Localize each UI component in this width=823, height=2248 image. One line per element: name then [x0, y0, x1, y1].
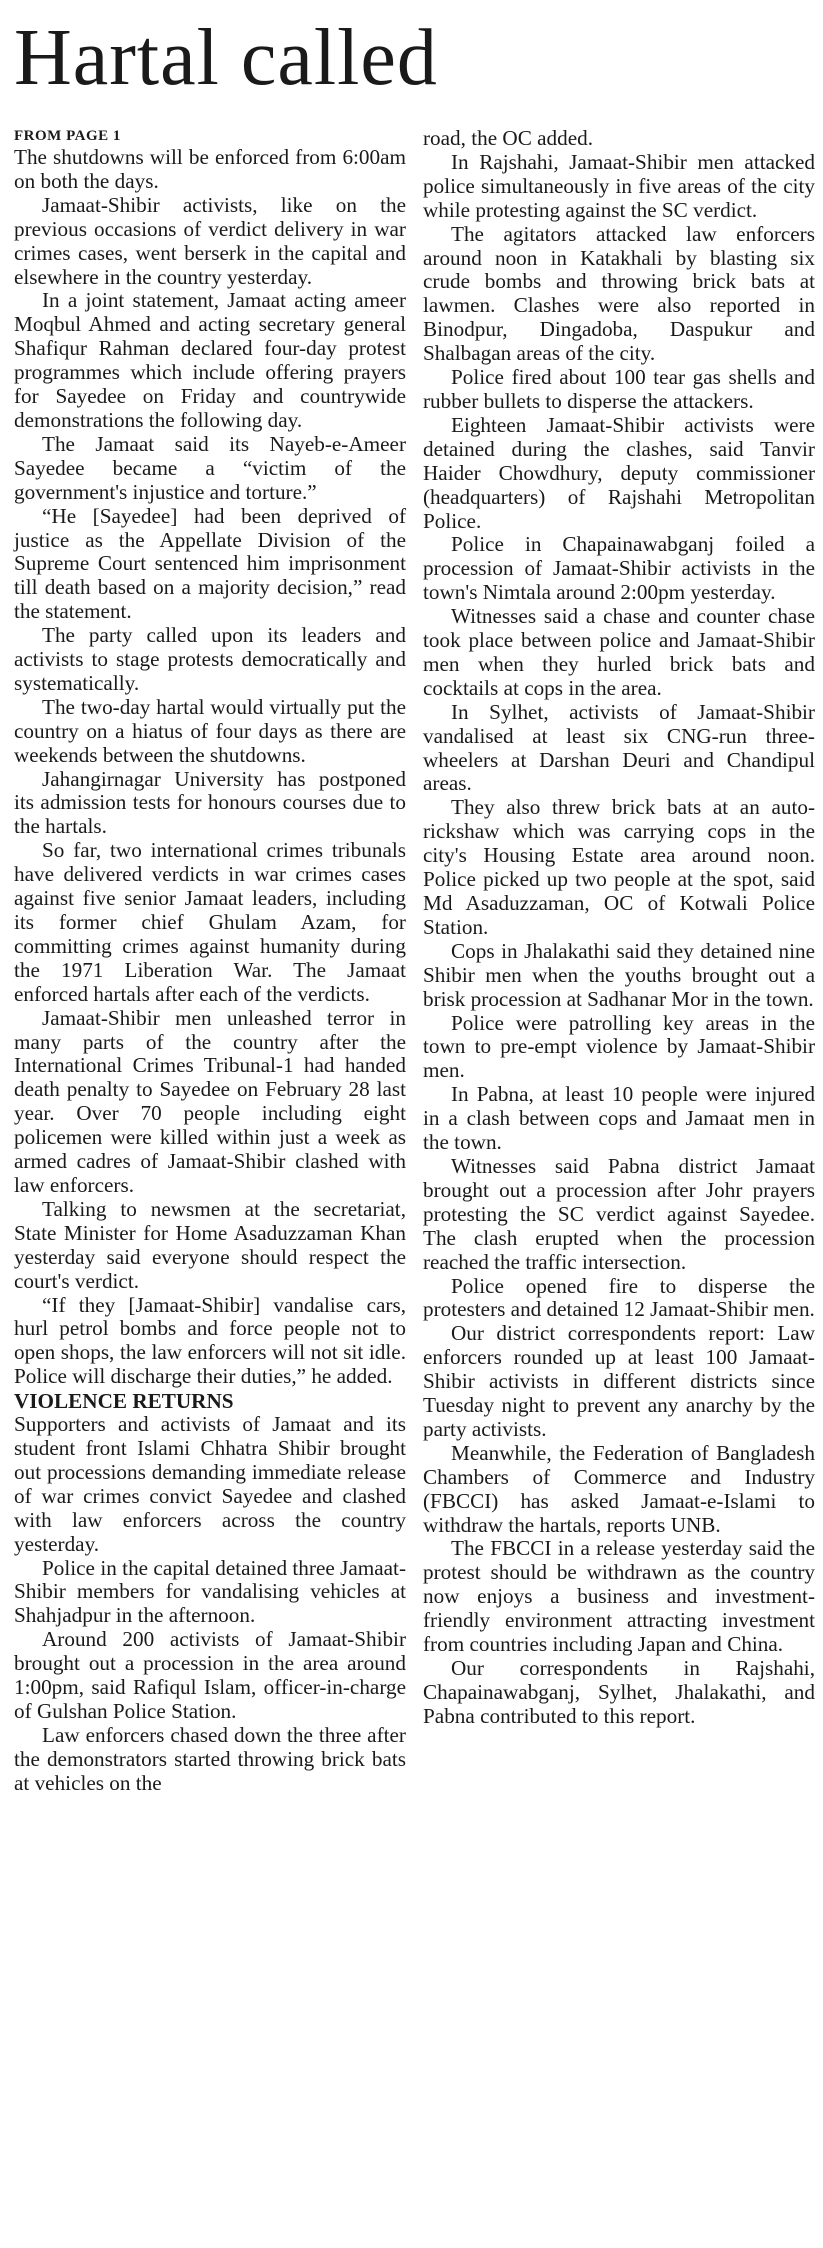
- left-paragraph: Talking to newsmen at the secretariat, State Minister for Home Asaduzzaman Khan yesterday said everyone should respect the court's verdict.: [14, 1196, 406, 1293]
- right-paragraph: Our correspondents in Rajshahi, Chapainawabganj, Sylhet, Jhalakathi, and Pabna contributed to this report.: [423, 1656, 815, 1728]
- right-paragraph: Our district correspondents report: Law enforcers rounded up at least 100 Jamaat-Shibir activists in different districts since Tuesday night to prevent any anarchy by the party activists.: [423, 1321, 815, 1441]
- right-paragraph: Witnesses said a chase and counter chase took place between police and Jamaat-Shibir men when they hurled brick bats and cocktails at cops in the area.: [423, 604, 815, 700]
- right-paragraph: The FBCCI in a release yesterday said the protest should be withdrawn as the country now enjoys a business and investment-friendly environment attracting investment from countries including Japan and China.: [423, 1536, 815, 1657]
- left-column: [14, 127, 406, 1796]
- right-paragraph: Meanwhile, the Federation of Bangladesh Chambers of Commerce and Industry (FBCCI) has asked Jamaat-e-Islami to withdraw the hartals, reports UNB.: [423, 1440, 815, 1537]
- left-paragraph: Jamaat-Shibir activists, like on the previous occasions of verdict delivery in war crimes cases, went berserk in the capital and elsewhere in the country yesterday.: [14, 192, 406, 289]
- right-paragraph: Police fired about 100 tear gas shells and rubber bullets to disperse the attackers.: [423, 365, 815, 413]
- left-paragraph: Law enforcers chased down the three after the demonstrators started throwing brick bats at vehicles on the: [14, 1722, 406, 1795]
- left-paragraph: The party called upon its leaders and activists to stage protests democratically and systematically.: [14, 623, 406, 695]
- right-paragraph: Police opened fire to disperse the protesters and detained 12 Jamaat-Shibir men.: [423, 1273, 815, 1322]
- right-paragraph: In Pabna, at least 10 people were injured in a clash between cops and Jamaat men in the town.: [423, 1082, 815, 1155]
- right-paragraph: In Rajshahi, Jamaat-Shibir men attacked police simultaneously in five areas of the city while protesting against the SC verdict.: [423, 149, 815, 222]
- left-paragraph: The shutdowns will be enforced from 6:00am on both the days.: [14, 145, 406, 193]
- right-paragraph: They also threw brick bats at an auto-rickshaw which was carrying cops in the city's Housing Estate area around noon. Police picked up two people at the spot, said Md Asaduzzaman, OC of Kotwali Police Station.: [423, 795, 815, 939]
- right-paragraph: road, the OC added.: [423, 126, 594, 150]
- left-paragraph: Supporters and activists of Jamaat and its student front Islami Chhatra Shibir brought out processions demanding immediate release of war crimes convict Sayedee and clashed with law enforcers across the country yesterday.: [14, 1412, 406, 1556]
- left-paragraph: Jamaat-Shibir men unleashed terror in many parts of the country after the International Crimes Tribunal-1 had handed death penalty to Sayedee on February 28 last year. Over 70 people including eight policemen were killed within just a week as armed cadres of Jamaat-Shibir clashed with law enforcers.: [14, 1005, 406, 1197]
- headline: Hartal called: [14, 14, 438, 102]
- right-paragraph: Police in Chapainawabganj foiled a procession of Jamaat-Shibir activists in the town's Nimtala around 2:00pm yesterday.: [423, 532, 815, 605]
- left-paragraph: “If they [Jamaat-Shibir] vandalise cars, hurl petrol bombs and force people not to open shops, the law enforcers will not sit idle. Police will discharge their duties,” he added.: [14, 1292, 406, 1389]
- left-paragraph: The Jamaat said its Nayeb-e-Ameer Sayedee became a “victim of the government's injustice and torture.”: [14, 431, 406, 504]
- right-paragraph: Cops in Jhalakathi said they detained nine Shibir men when the youths brought out a brisk procession at Sadhanar Mor in the town.: [423, 938, 815, 1011]
- left-paragraph: Police in the capital detained three Jamaat-Shibir members for vandalising vehicles at Shahjadpur in the afternoon.: [14, 1555, 406, 1628]
- left-paragraph: Jahangirnagar University has postponed its admission tests for honours courses due to the hartals.: [14, 766, 406, 839]
- right-paragraph: Eighteen Jamaat-Shibir activists were detained during the clashes, said Tanvir Haider Chowdhury, deputy commissioner (headquarters) of Rajshahi Metropolitan Police.: [423, 412, 815, 533]
- left-paragraph: The two-day hartal would virtually put the country on a hiatus of four days as there are weekends between the shutdowns.: [14, 694, 406, 767]
- right-paragraph: Witnesses said Pabna district Jamaat brought out a procession after Johr prayers protesting the SC verdict against Sayedee. The clash erupted when the procession reached the traffic intersection.: [423, 1153, 815, 1274]
- left-paragraph: So far, two international crimes tribunals have delivered verdicts in war crimes cases against five senior Jamaat leaders, including its former chief Ghulam Azam, for committing crimes against humanity during the 1971 Liberation War. The Jamaat enforced hartals after each of the verdicts.: [14, 838, 406, 1006]
- kicker: FROM PAGE 1: [14, 128, 121, 144]
- right-paragraph: The agitators attacked law enforcers around noon in Katakhali by blasting six crude bombs and throwing brick bats at lawmen. Clashes were also reported in Binodpur, Dingadoba, Daspukur and Shalbagan areas of the city.: [423, 221, 815, 366]
- subhead: VIOLENCE RETURNS: [14, 1389, 234, 1414]
- left-paragraph: In a joint statement, Jamaat acting ameer Moqbul Ahmed and acting secretary general Shafiqur Rahman declared four-day protest programmes which include offering prayers for Sayedee on Friday and countrywide demonstrations the following day.: [14, 288, 406, 432]
- right-column: [423, 127, 815, 1729]
- left-paragraph: Around 200 activists of Jamaat-Shibir brought out a procession in the area around 1:00pm, said Rafiqul Islam, officer-in-charge of Gulshan Police Station.: [14, 1627, 406, 1723]
- right-paragraph: In Sylhet, activists of Jamaat-Shibir vandalised at least six CNG-run three-wheelers at Darshan Deuri and Chandipul areas.: [423, 699, 815, 796]
- left-paragraph: “He [Sayedee] had been deprived of justice as the Appellate Division of the Supreme Court sentenced him imprisonment till death based on a majority decision,” read the statement.: [14, 503, 406, 624]
- right-paragraph: Police were patrolling key areas in the town to pre-empt violence by Jamaat-Shibir men.: [423, 1010, 815, 1083]
